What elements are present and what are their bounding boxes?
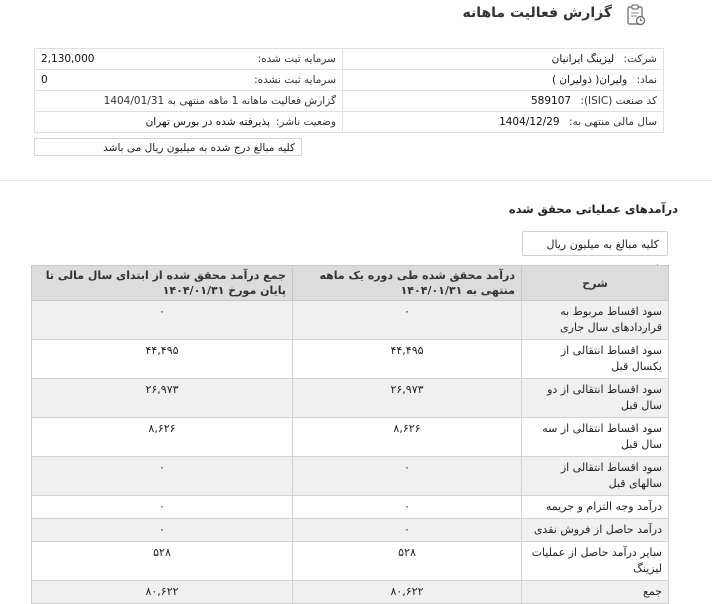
company-name: لیزینگ ایرانیان: [551, 53, 615, 65]
row-month-value: ۰: [293, 301, 522, 340]
row-month-value: ۵۲۸: [293, 542, 522, 581]
company-cell: شرکت: لیزینگ ایرانیان: [343, 49, 664, 70]
amounts-note: کلیه مبالغ درج شده به میلیون ریال می باشد: [34, 138, 302, 156]
symbol-value: ولیران( ذولیران ): [551, 74, 628, 86]
header-description: شرح: [522, 266, 669, 301]
table-row: [32, 418, 669, 457]
row-month-value: ۲۶,۹۷۳: [293, 379, 522, 418]
isic-cell: کد صنعت (ISIC): 589107: [343, 91, 664, 112]
row-description: درآمد حاصل از فروش نقدی: [522, 519, 669, 542]
table-row: [32, 379, 669, 418]
report-title-cell: [35, 91, 343, 112]
fiscal-end-value: 1404/12/29: [499, 116, 560, 128]
row-month-value: ۴۴,۴۹۵: [293, 340, 522, 379]
row-ytd-value: ۲۶,۹۷۳: [32, 379, 293, 418]
table-row: [32, 340, 669, 379]
table-row: [32, 301, 669, 340]
page-title: گزارش فعالیت ماهانه: [462, 5, 612, 21]
section-divider: [0, 180, 712, 181]
section-title: درآمدهای عملیاتی محقق شده: [508, 202, 678, 216]
row-month-value: ۰: [293, 519, 522, 542]
table-row: [32, 496, 669, 519]
unit-note: کلیه مبالغ به میلیون ریال: [522, 231, 668, 256]
table-header-row: [32, 266, 669, 301]
registered-capital-cell: سرمایه ثبت شده: 2,130,000: [35, 49, 343, 70]
row-ytd-value: ۰: [32, 301, 293, 340]
row-description: درآمد وجه التزام و جریمه: [522, 496, 669, 519]
row-month-value: ۸,۶۲۶: [293, 418, 522, 457]
symbol-cell: نماد: ولیران( ذولیران ): [343, 70, 664, 91]
row-ytd-value: ۰: [32, 457, 293, 496]
row-ytd-value: ۴۴,۴۹۵: [32, 340, 293, 379]
isic-value: 589107: [530, 95, 572, 107]
total-month-value: ۸۰,۶۲۲: [293, 581, 522, 604]
total-ytd-value: ۸۰,۶۲۲: [32, 581, 293, 604]
revenue-table: [31, 265, 669, 604]
publisher-status-cell: وضعیت ناشر: پذیرفته شده در بورس تهران: [35, 112, 343, 133]
row-description: سود اقساط انتقالی از دو سال قبل: [522, 379, 669, 418]
row-ytd-value: ۰: [32, 519, 293, 542]
header-month: درآمد محقق شده طی دوره یک ماهه منتهی به ۱۴۰۴/۰۱/۳۱: [293, 266, 522, 301]
unregistered-capital-cell: سرمایه ثبت نشده: 0: [35, 70, 343, 91]
table-row: [32, 519, 669, 542]
table-total-row: [32, 581, 669, 604]
row-description: سود اقساط انتقالی از یکسال قبل: [522, 340, 669, 379]
company-info-table: [34, 48, 664, 133]
row-description: سود اقساط مربوط به قراردادهای سال جاری: [522, 301, 669, 340]
table-row: [32, 457, 669, 496]
unregistered-capital-value: 0: [41, 74, 48, 86]
row-ytd-value: ۰: [32, 496, 293, 519]
fiscal-end-cell: سال مالی منتهی به: 1404/12/29: [343, 112, 664, 133]
report-title: گزارش فعالیت ماهانه 1 ماهه منتهی به 1404/01/31: [103, 95, 336, 107]
publisher-status-value: پذیرفته شده در بورس تهران: [145, 116, 270, 128]
row-ytd-value: ۵۲۸: [32, 542, 293, 581]
registered-capital-value: 2,130,000: [41, 53, 95, 65]
row-description: سود اقساط انتقالی از سه سال قبل: [522, 418, 669, 457]
row-month-value: ۰: [293, 457, 522, 496]
row-ytd-value: ۸,۶۲۶: [32, 418, 293, 457]
page-header: [0, 0, 712, 30]
row-description: سود اقساط انتقالی از سالهای قبل: [522, 457, 669, 496]
report-clipboard-icon: [626, 4, 646, 26]
total-description: جمع: [522, 581, 669, 604]
header-ytd: جمع درآمد محقق شده از ابتدای سال مالی تا پایان مورخ ۱۴۰۴/۰۱/۳۱: [32, 266, 293, 301]
table-row: [32, 542, 669, 581]
row-month-value: ۰: [293, 496, 522, 519]
row-description: سایر درآمد حاصل از عملیات لیزینگ: [522, 542, 669, 581]
